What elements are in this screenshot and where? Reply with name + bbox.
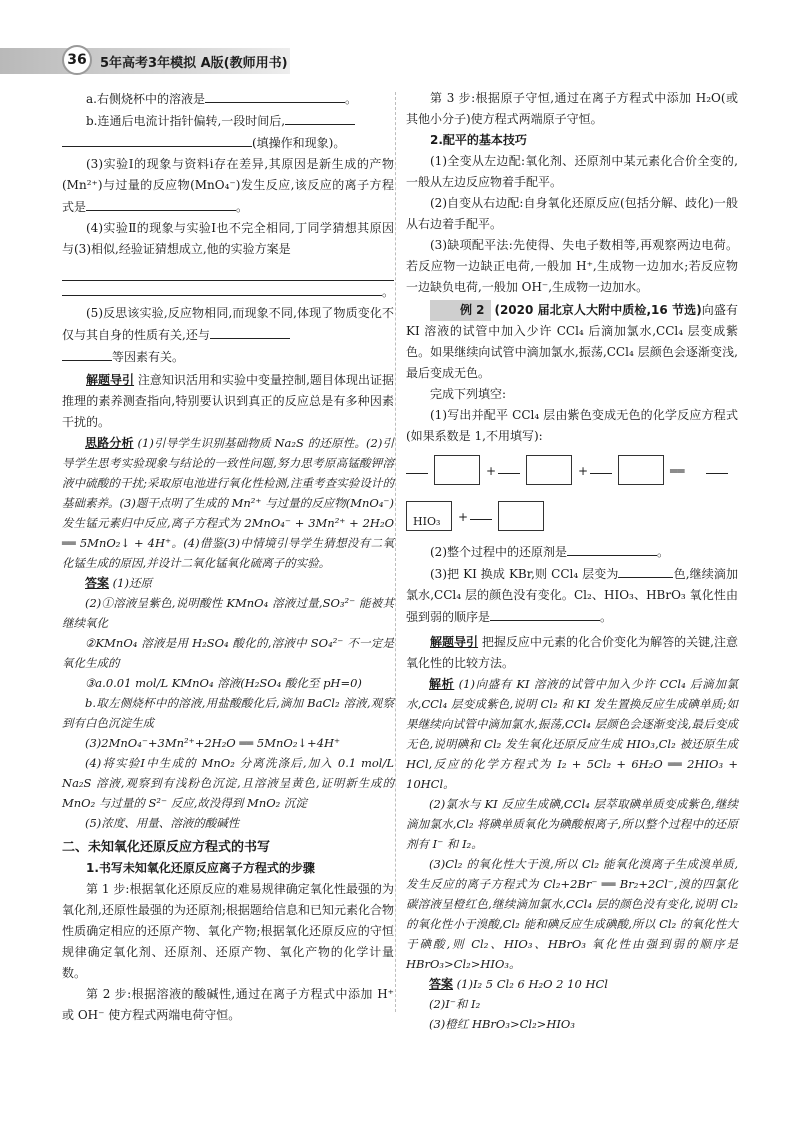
fill-prompt: 完成下列填空:	[430, 387, 507, 401]
answer-line[interactable]	[62, 260, 394, 281]
right-column	[406, 88, 738, 1034]
answer-2a: (2)①溶液呈紫色,说明酸性 KMnO₄ 溶液过量,SO₃²⁻ 能被其继续氧化	[62, 596, 394, 630]
blank[interactable]	[567, 541, 657, 556]
blank[interactable]	[62, 346, 112, 361]
step-1: 第 1 步:根据氧化还原反应的难易规律确定氧化性最强的为氧化剂,还原性最强的为还原剂;根据题给信息和已知元素化合物性质确定相应的还原产物、氧化产物;根据氧化还原反应的守恒规律确定氧化剂、还原剂、还原产物、氧化产物的化学计量数。	[62, 882, 394, 980]
analysis-label: 思路分析	[85, 436, 134, 450]
answer-3: (3)橙红 HBrO₃>Cl₂>HIO₃	[429, 1017, 575, 1031]
coef-blank[interactable]	[470, 519, 492, 520]
plus-sign: +	[578, 464, 589, 478]
example-2: 例 2 (2020 届北京人大附中质检,16 节选)向盛有 KI 溶液的试管中加入少许 CCl₄ 后滴加氯水,CCl₄ 层变成紫色。如果继续向试管中滴加氯水,振荡,CCl₄ 层颜色会逐渐变浅,最后变成无色。	[406, 300, 738, 384]
step-3: 第 3 步:根据原子守恒,通过在离子方程式中添加 H₂O(或其他小分子)使方程式两端原子守恒。	[406, 91, 738, 126]
blank[interactable]	[490, 606, 600, 621]
question-a: a.右侧烧杯中的溶液是 。	[62, 88, 394, 110]
guide-label: 解题导引	[86, 373, 135, 387]
answer-4: (4)将实验Ⅰ中生成的 MnO₂ 分离洗涤后,加入 0.1 mol/L Na₂S 溶液,观察到有浅粉色沉淀,且溶液呈黄色,证明新生成的 MnO₂ 与过量的 S²⁻ 反应,故没得到 MnO₂ 沉淀	[62, 756, 394, 810]
question-3: (3)实验Ⅰ的现象与资料ⅰ存在差异,其原因是新生成的产物(Mn²⁺)与过量的反应物(MnO₄⁻)发生反应,该反应的离子方程式是 。	[62, 157, 394, 214]
equals-sign: ══	[670, 464, 685, 478]
column-divider	[395, 92, 396, 1012]
equation-row-1	[406, 453, 738, 493]
blank[interactable]	[62, 281, 382, 296]
blank[interactable]	[618, 563, 673, 578]
step-2: 第 2 步:根据溶液的酸碱性,通过在离子方程式中添加 H⁺ 或 OH⁻ 使方程式两端电荷守恒。	[62, 987, 394, 1022]
page-number: 36	[62, 45, 92, 75]
answer-5: (5)浓度、用量、溶液的酸碱性	[85, 816, 240, 830]
analysis-2: (2)氯水与 KI 反应生成碘,CCl₄ 层萃取碘单质变成紫色,继续滴加氯水,Cl₂ 将碘单质氧化为碘酸根离子,所以整个过程中的还原剂有 I⁻ 和 I₂。	[406, 797, 738, 851]
question-4: (4)实验Ⅱ的现象与实验Ⅰ也不完全相同,丁同学猜想其原因与(3)相似,经验证猜想成立,他的实验方案是	[62, 221, 394, 256]
example-source: (2020 届北京人大附中质检,16 节选)	[494, 303, 702, 317]
question-4-end: 。	[62, 281, 394, 303]
plus-sign: +	[458, 510, 469, 524]
fill-question-2: (2)整个过程中的还原剂是 。	[406, 541, 738, 563]
analysis-3: (3)Cl₂ 的氧化性大于溴,所以 Cl₂ 能氧化溴离子生成溴单质,发生反应的离子方程式为 Cl₂+2Br⁻ ══ Br₂+2Cl⁻,溴的四氯化碳溶液呈橙红色,继续滴加氯水,CCl₄ 层的颜色没有变化,说明 Cl₂ 的氧化性小于溴酸,Cl₂ 能和碘反应生成碘酸,所以 Cl₂ 的氧化性大于碘酸,则 Cl₂、HIO₃、HBrO₃ 氧化性由强到弱的顺序是 HBrO₃>Cl₂>HIO₃。	[406, 857, 738, 971]
answer-2: (2)I⁻和 I₂	[429, 997, 481, 1011]
answer-2b: ②KMnO₄ 溶液是用 H₂SO₄ 酸化的,溶液中 SO₄²⁻ 不一定是氧化生成的	[62, 636, 394, 670]
fill-question-3: (3)把 KI 换成 KBr,则 CCl₄ 层变为 色,继续滴加氯水,CCl₄ 层的颜色没有变化。Cl₂、HIO₃、HBrO₃ 氧化性由强到弱的顺序是 。	[406, 563, 738, 628]
tip-3: (3)缺项配平法:先使得、失电子数相等,再观察两边电荷。若反应物一边缺正电荷,一般加 H⁺,生成物一边加水;若反应物一边缺负电荷,一般加 OH⁻,生成物一边加水。	[406, 238, 738, 294]
coef-blank[interactable]	[706, 473, 728, 474]
tip-2: (2)自变从右边配:自身氧化还原反应(包括分解、歧化)一般从右边着手配平。	[406, 196, 738, 231]
answer-block: 答案 (1)还原 (2)①溶液呈紫色,说明酸性 KMnO₄ 溶液过量,SO₃²⁻ 能被其继续氧化 ②KMnO₄ 溶液是用 H₂SO₄ 酸化的,溶液中 SO₄²⁻ 不一定是氧化生成的 ③a.0.01 mol/L KMnO₄ 溶液(H₂SO₄ 酸化至 pH=0) b.取左侧烧杯中的溶液,用盐酸酸化后,滴加 BaCl₂ 溶液,观察到有白色沉淀生成 (3)2MnO₄⁻+3Mn²⁺+2H₂O ══ 5MnO₂↓+4H⁺ (4)将实验Ⅰ中生成的 MnO₂ 分离洗涤后,加入 0.1 mol/L Na₂S 溶液,观察到有浅粉色沉淀,且溶液呈黄色,证明新生成的 MnO₂ 与过量的 S²⁻ 反应,故没得到 MnO₂ 沉淀 (5)浓度、用量、溶液的酸碱性	[62, 573, 394, 833]
species-box[interactable]	[498, 501, 544, 531]
answer-2c: ③a.0.01 mol/L KMnO₄ 溶液(H₂SO₄ 酸化至 pH=0)	[85, 676, 362, 690]
analysis-block-2: 解析 (1)向盛有 KI 溶液的试管中加入少许 CCl₄ 后滴加氯水,CCl₄ 层变成紫色,说明 Cl₂ 和 KI 发生置换反应生成碘单质;如果继续向试管中滴加氯水,振荡,CCl₄ 层颜色会逐渐变浅,最后变成无色,说明碘和 Cl₂ 发生氧化还原反应生成 HIO₃,Cl₂ 被还原生成 HCl,反应的化学方程式为 I₂ + 5Cl₂ + 6H₂O ══ 2HIO₃ + 10HCl。 (2)氯水与 KI 反应生成碘,CCl₄ 层萃取碘单质变成紫色,继续滴加氯水,Cl₂ 将碘单质氧化为碘酸根离子,所以整个过程中的还原剂有 I⁻ 和 I₂。 (3)Cl₂ 的氧化性大于溴,所以 Cl₂ 能氧化溴离子生成溴单质,发生反应的离子方程式为 Cl₂+2Br⁻ ══ Br₂+2Cl⁻,溴的四氯化碳溶液呈橙红色,继续滴加氯水,CCl₄ 层的颜色没有变化,说明 Cl₂ 的氧化性小于溴酸,Cl₂ 能和碘反应生成碘酸,所以 Cl₂ 的氧化性大于碘酸,则 Cl₂、HIO₃、HBrO₃ 氧化性由强到弱的顺序是 HBrO₃>Cl₂>HIO₃。	[406, 674, 738, 974]
question-5: (5)反思该实验,反应物相同,而现象不同,体现了物质变化不仅与其自身的性质有关,还与	[62, 306, 394, 342]
answer-block-2: 答案 (1)I₂ 5 Cl₂ 6 H₂O 2 10 HCl (2)I⁻和 I₂ (3)橙红 HBrO₃>Cl₂>HIO₃	[406, 974, 738, 1034]
subsection-title-1: 1.书写未知氧化还原反应离子方程式的步骤	[86, 861, 315, 875]
fill-question-1: (1)写出并配平 CCl₄ 层由紫色变成无色的化学反应方程式(如果系数是 1,不用填写):	[406, 408, 738, 443]
equation-row-2	[406, 499, 738, 539]
analysis-label: 解析	[429, 677, 455, 691]
question-5-end: 等因素有关。	[62, 346, 394, 368]
hio3-box: HIO₃	[406, 501, 452, 531]
coef-blank[interactable]	[406, 473, 428, 474]
blank[interactable]	[285, 110, 355, 125]
species-box[interactable]	[526, 455, 572, 485]
analysis-paragraph: 思路分析 (1)引导学生识别基础物质 Na₂S 的还原性。(2)引导学生思考实验现象与结论的一致性问题,努力思考原高锰酸钾溶液中硫酸的干扰;采取原电池进行氧化性检测,注重考查实验设计的基础素养。(3)题干点明了生成的 Mn²⁺ 与过量的反应物(MnO₄⁻)发生锰元素归中反应,离子方程式为 2MnO₄⁻ + 3Mn²⁺ + 2H₂O ══ 5MnO₂↓ + 4H⁺。(4)借鉴(3)中情境引导学生猜想没有二氧化锰生成的原因,并设计二氧化锰氧化硫离子的实验。	[62, 436, 395, 570]
species-box[interactable]	[434, 455, 480, 485]
guide-label: 解题导引	[430, 635, 479, 649]
answer-3: (3)2MnO₄⁻+3Mn²⁺+2H₂O ══ 5MnO₂↓+4H⁺	[85, 736, 341, 750]
coef-blank[interactable]	[590, 473, 612, 474]
guide-paragraph: 解题导引 注意知识活用和实验中变量控制,题目体现出证据推理的素养测查指向,特别要认识到真正的反应总是有多种因素干扰的。	[62, 373, 394, 429]
question-b-cont: (填操作和现象)。	[62, 132, 394, 154]
answer-label: 答案	[429, 977, 454, 991]
guide-paragraph-2: 解题导引 把握反应中元素的化合价变化为解答的关键,注意氧化性的比较方法。	[406, 635, 738, 670]
example-label: 例 2	[430, 300, 491, 321]
blank[interactable]	[62, 132, 252, 147]
subsection-title-2: 2.配平的基本技巧	[430, 133, 527, 147]
answer-2d: b.取左侧烧杯中的溶液,用盐酸酸化后,滴加 BaCl₂ 溶液,观察到有白色沉淀生成	[62, 696, 394, 730]
tip-1: (1)全变从左边配:氧化剂、还原剂中某元素化合价全变的,一般从左边反应物着手配平。	[406, 154, 738, 189]
book-title: 5年高考3年模拟 A版(教师用书)	[100, 56, 288, 71]
left-column	[62, 88, 394, 1026]
blank[interactable]	[205, 88, 345, 103]
species-box[interactable]	[618, 455, 664, 485]
blank[interactable]	[210, 324, 290, 339]
section-title: 二、未知氧化还原反应方程式的书写	[62, 840, 271, 855]
question-b: b.连通后电流计指针偏转,一段时间后,	[62, 110, 394, 132]
coef-blank[interactable]	[498, 473, 520, 474]
blank[interactable]	[86, 196, 236, 211]
answer-label: 答案	[85, 576, 110, 590]
plus-sign: +	[486, 464, 497, 478]
